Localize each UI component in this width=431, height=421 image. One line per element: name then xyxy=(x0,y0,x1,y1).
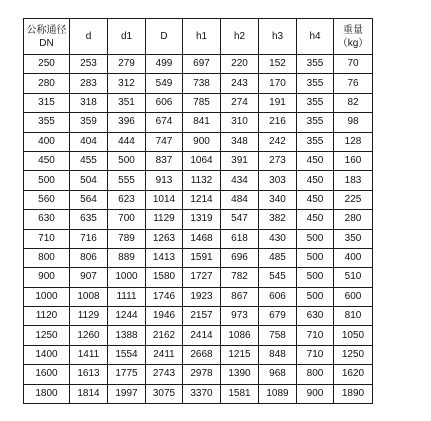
table-cell: 391 xyxy=(221,151,259,170)
table-cell: 913 xyxy=(146,171,183,190)
table-cell: 1775 xyxy=(108,365,146,384)
header-nominal-diameter xyxy=(24,19,70,55)
table-cell: 310 xyxy=(221,113,259,132)
table-cell: 810 xyxy=(334,307,373,326)
table-cell: 1244 xyxy=(108,307,146,326)
table-row xyxy=(24,171,373,190)
table-cell: 170 xyxy=(259,74,297,93)
table-cell: 606 xyxy=(146,93,183,112)
table-cell: 600 xyxy=(334,287,373,306)
table-cell: 253 xyxy=(70,55,108,74)
header-row xyxy=(24,19,373,55)
dimension-table-container xyxy=(23,18,373,404)
table-cell: 2978 xyxy=(183,365,221,384)
header-h4 xyxy=(297,19,334,55)
table-cell: 128 xyxy=(334,132,373,151)
table-cell: 242 xyxy=(259,132,297,151)
table-cell: 545 xyxy=(259,268,297,287)
table-cell: 1613 xyxy=(70,365,108,384)
table-cell: 484 xyxy=(221,190,259,209)
header-D xyxy=(146,19,183,55)
table-cell: 2414 xyxy=(183,326,221,345)
table-cell: 1111 xyxy=(108,287,146,306)
header-label: h2 xyxy=(233,31,246,42)
header-label: d xyxy=(85,31,92,42)
table-cell: 2668 xyxy=(183,345,221,364)
table-cell: 504 xyxy=(70,171,108,190)
table-cell: 1089 xyxy=(259,384,297,403)
table-cell: 450 xyxy=(297,190,334,209)
table-cell: 1388 xyxy=(108,326,146,345)
table-cell: 606 xyxy=(259,287,297,306)
table-cell: 348 xyxy=(221,132,259,151)
table-cell: 782 xyxy=(221,268,259,287)
table-row xyxy=(24,190,373,209)
table-cell: 312 xyxy=(108,74,146,93)
table-cell: 283 xyxy=(70,74,108,93)
table-cell: 76 xyxy=(334,74,373,93)
table-cell: 355 xyxy=(297,93,334,112)
table-cell: 500 xyxy=(297,248,334,267)
table-cell: 160 xyxy=(334,151,373,170)
table-row xyxy=(24,287,373,306)
table-cell: 82 xyxy=(334,93,373,112)
table-cell: 315 xyxy=(24,93,70,112)
table-cell: 318 xyxy=(70,93,108,112)
table-cell: 1413 xyxy=(146,248,183,267)
table-cell: 1008 xyxy=(70,287,108,306)
table-cell: 1260 xyxy=(70,326,108,345)
table-row xyxy=(24,113,373,132)
table-row xyxy=(24,151,373,170)
header-label: h3 xyxy=(271,31,284,42)
table-cell: 359 xyxy=(70,113,108,132)
table-cell: 279 xyxy=(108,55,146,74)
table-cell: 1000 xyxy=(108,268,146,287)
table-cell: 900 xyxy=(297,384,334,403)
table-cell: 900 xyxy=(24,268,70,287)
table-row xyxy=(24,55,373,74)
table-cell: 243 xyxy=(221,74,259,93)
table-cell: 806 xyxy=(70,248,108,267)
table-cell: 560 xyxy=(24,190,70,209)
table-cell: 1390 xyxy=(221,365,259,384)
table-cell: 800 xyxy=(24,248,70,267)
table-cell: 1814 xyxy=(70,384,108,403)
table-cell: 837 xyxy=(146,151,183,170)
table-cell: 564 xyxy=(70,190,108,209)
table-cell: 1129 xyxy=(146,210,183,229)
table-cell: 1050 xyxy=(334,326,373,345)
table-cell: 3075 xyxy=(146,384,183,403)
table-cell: 216 xyxy=(259,113,297,132)
table-cell: 350 xyxy=(334,229,373,248)
table-cell: 758 xyxy=(259,326,297,345)
table-cell: 907 xyxy=(70,268,108,287)
table-row xyxy=(24,268,373,287)
table-cell: 549 xyxy=(146,74,183,93)
table-cell: 867 xyxy=(221,287,259,306)
table-cell: 250 xyxy=(24,55,70,74)
table-cell: 2162 xyxy=(146,326,183,345)
table-cell: 450 xyxy=(24,151,70,170)
table-row xyxy=(24,229,373,248)
table-cell: 396 xyxy=(108,113,146,132)
table-cell: 635 xyxy=(70,210,108,229)
table-cell: 716 xyxy=(70,229,108,248)
table-cell: 889 xyxy=(108,248,146,267)
table-cell: 2743 xyxy=(146,365,183,384)
table-cell: 280 xyxy=(24,74,70,93)
header-h1 xyxy=(183,19,221,55)
table-cell: 1120 xyxy=(24,307,70,326)
table-cell: 1591 xyxy=(183,248,221,267)
table-cell: 1620 xyxy=(334,365,373,384)
table-cell: 1411 xyxy=(70,345,108,364)
header-h2 xyxy=(221,19,259,55)
table-cell: 434 xyxy=(221,171,259,190)
table-cell: 1997 xyxy=(108,384,146,403)
table-cell: 697 xyxy=(183,55,221,74)
table-cell: 973 xyxy=(221,307,259,326)
table-cell: 747 xyxy=(146,132,183,151)
table-body xyxy=(24,55,373,404)
table-cell: 430 xyxy=(259,229,297,248)
table-cell: 351 xyxy=(108,93,146,112)
table-cell: 968 xyxy=(259,365,297,384)
table-cell: 679 xyxy=(259,307,297,326)
table-cell: 500 xyxy=(297,287,334,306)
table-cell: 510 xyxy=(334,268,373,287)
header-d1 xyxy=(108,19,146,55)
table-cell: 444 xyxy=(108,132,146,151)
header-h3 xyxy=(259,19,297,55)
header-weight xyxy=(334,19,373,55)
table-cell: 183 xyxy=(334,171,373,190)
table-cell: 1890 xyxy=(334,384,373,403)
table-cell: 455 xyxy=(70,151,108,170)
header-label: 重量 xyxy=(343,24,363,36)
table-cell: 700 xyxy=(108,210,146,229)
table-cell: 623 xyxy=(108,190,146,209)
table-cell: 355 xyxy=(24,113,70,132)
table-cell: 1250 xyxy=(334,345,373,364)
table-cell: 1014 xyxy=(146,190,183,209)
table-cell: 500 xyxy=(24,171,70,190)
table-cell: 1923 xyxy=(183,287,221,306)
table-cell: 499 xyxy=(146,55,183,74)
table-row xyxy=(24,307,373,326)
table-cell: 674 xyxy=(146,113,183,132)
table-cell: 1554 xyxy=(108,345,146,364)
table-row xyxy=(24,345,373,364)
table-cell: 152 xyxy=(259,55,297,74)
table-cell: 1581 xyxy=(221,384,259,403)
table-cell: 450 xyxy=(297,171,334,190)
table-cell: 618 xyxy=(221,229,259,248)
table-cell: 355 xyxy=(297,113,334,132)
table-cell: 710 xyxy=(297,326,334,345)
table-cell: 500 xyxy=(297,229,334,248)
table-cell: 1600 xyxy=(24,365,70,384)
table-cell: 225 xyxy=(334,190,373,209)
table-cell: 355 xyxy=(297,74,334,93)
table-cell: 1946 xyxy=(146,307,183,326)
table-row xyxy=(24,326,373,345)
table-cell: 1800 xyxy=(24,384,70,403)
table-cell: 738 xyxy=(183,74,221,93)
table-row xyxy=(24,74,373,93)
table-cell: 800 xyxy=(297,365,334,384)
table-cell: 710 xyxy=(24,229,70,248)
table-cell: 630 xyxy=(24,210,70,229)
table-cell: 500 xyxy=(108,151,146,170)
table-row xyxy=(24,384,373,403)
table-cell: 1129 xyxy=(70,307,108,326)
table-cell: 2157 xyxy=(183,307,221,326)
table-cell: 355 xyxy=(297,55,334,74)
table-cell: 274 xyxy=(221,93,259,112)
table-cell: 191 xyxy=(259,93,297,112)
header-label: h1 xyxy=(195,31,208,42)
table-cell: 1727 xyxy=(183,268,221,287)
table-cell: 220 xyxy=(221,55,259,74)
table-row xyxy=(24,210,373,229)
header-label: 公称通径 xyxy=(26,24,67,36)
table-cell: 1250 xyxy=(24,326,70,345)
table-cell: 555 xyxy=(108,171,146,190)
table-cell: 785 xyxy=(183,93,221,112)
table-cell: 1086 xyxy=(221,326,259,345)
table-cell: 789 xyxy=(108,229,146,248)
table-cell: 1132 xyxy=(183,171,221,190)
header-label: d1 xyxy=(120,31,133,42)
header-label-line2: （kg） xyxy=(337,37,369,49)
table-cell: 340 xyxy=(259,190,297,209)
table-row xyxy=(24,93,373,112)
table-cell: 710 xyxy=(297,345,334,364)
table-cell: 485 xyxy=(259,248,297,267)
header-label: h4 xyxy=(309,31,321,42)
table-cell: 630 xyxy=(297,307,334,326)
table-cell: 841 xyxy=(183,113,221,132)
table-cell: 1214 xyxy=(183,190,221,209)
table-cell: 1064 xyxy=(183,151,221,170)
table-cell: 400 xyxy=(334,248,373,267)
table-cell: 696 xyxy=(221,248,259,267)
table-cell: 1000 xyxy=(24,287,70,306)
table-cell: 273 xyxy=(259,151,297,170)
header-label: D xyxy=(160,31,168,42)
header-label-line2: DN xyxy=(39,37,54,49)
table-cell: 382 xyxy=(259,210,297,229)
table-cell: 450 xyxy=(297,210,334,229)
table-cell: 450 xyxy=(297,151,334,170)
table-cell: 1319 xyxy=(183,210,221,229)
table-cell: 500 xyxy=(297,268,334,287)
table-row xyxy=(24,132,373,151)
table-cell: 70 xyxy=(334,55,373,74)
table-cell: 3370 xyxy=(183,384,221,403)
table-cell: 900 xyxy=(183,132,221,151)
table-cell: 1746 xyxy=(146,287,183,306)
table-cell: 1263 xyxy=(146,229,183,248)
table-cell: 1580 xyxy=(146,268,183,287)
table-cell: 2411 xyxy=(146,345,183,364)
table-cell: 1468 xyxy=(183,229,221,248)
table-cell: 1400 xyxy=(24,345,70,364)
dimension-table xyxy=(23,18,373,404)
table-cell: 404 xyxy=(70,132,108,151)
table-cell: 547 xyxy=(221,210,259,229)
table-cell: 98 xyxy=(334,113,373,132)
table-cell: 400 xyxy=(24,132,70,151)
header-d xyxy=(70,19,108,55)
table-row xyxy=(24,248,373,267)
table-cell: 280 xyxy=(334,210,373,229)
table-cell: 355 xyxy=(297,132,334,151)
table-cell: 1215 xyxy=(221,345,259,364)
table-cell: 848 xyxy=(259,345,297,364)
table-row xyxy=(24,365,373,384)
table-cell: 303 xyxy=(259,171,297,190)
